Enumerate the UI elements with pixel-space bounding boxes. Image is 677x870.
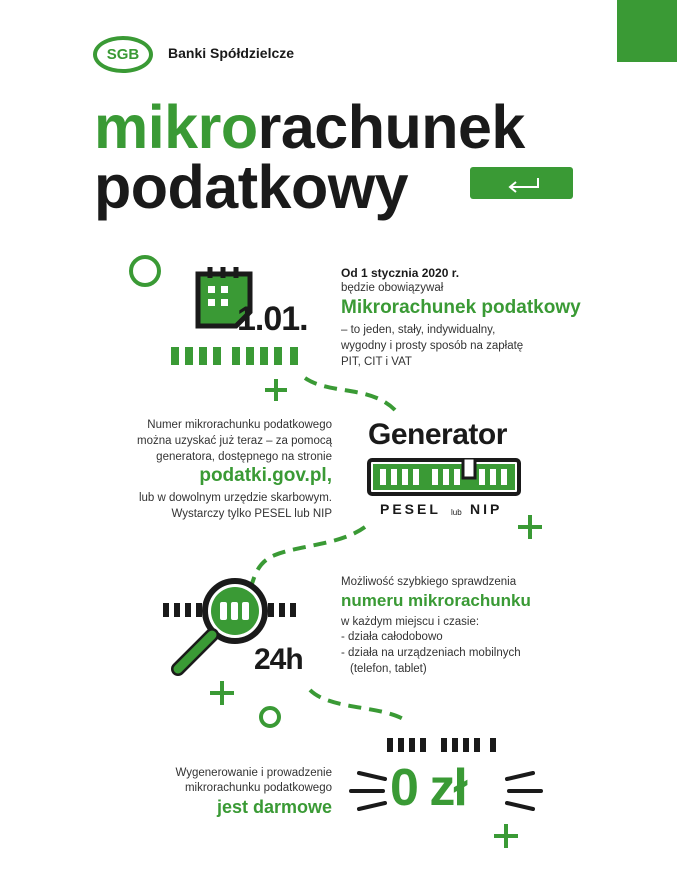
desc-line2: wygodny i prosty sposób na zapłatę [341, 340, 524, 352]
generator-line1: Numer mikrorachunku podatkowego [147, 419, 332, 431]
generator-label: Generator [368, 418, 507, 451]
price-label: 0 zł [390, 759, 466, 817]
dashed-connector-1 [305, 378, 395, 410]
lub-label: lub [451, 508, 462, 517]
logo-text: SGB [106, 46, 140, 63]
nip-label: NIP [470, 501, 503, 517]
bullet-2: - działa na urządzeniach mobilnych [341, 647, 521, 659]
plus-icon-2 [518, 515, 542, 539]
date-label: 1.01. [237, 300, 308, 338]
generator-line2: można uzyskać już teraz – za pomocą [137, 435, 332, 447]
digit-bar-1 [171, 347, 307, 367]
bullet-3: (telefon, tablet) [350, 663, 427, 675]
generator-line4: lub w dowolnym urzędzie skarbowym. [138, 492, 332, 504]
bullet-1: - działa całodobowo [341, 631, 443, 643]
plus-icon-4 [494, 824, 518, 848]
brand-name: Banki Spółdzielcze [168, 45, 295, 61]
circle-decoration-1 [131, 257, 159, 285]
free-highlight: jest darmowe [216, 797, 332, 817]
hours-label: 24h [254, 643, 303, 676]
generator-field-icon [367, 458, 521, 498]
title-highlight: mikro [94, 93, 258, 161]
generator-line5: Wystarczy tylko PESEL lub NIP [171, 508, 332, 520]
check-line2: w każdym miejscu i czasie: [341, 616, 480, 628]
free-line1: Wygenerowanie i prowadzenie [175, 767, 332, 779]
generator-line3: generatora, dostępnego na stronie [156, 451, 332, 463]
intro-line2: będzie obowiązywał [341, 282, 444, 294]
title-rest: rachunek [257, 93, 525, 161]
numer-highlight: numeru mikrorachunku [341, 591, 531, 610]
dashed-connector-3 [310, 690, 405, 720]
page-title-line2: podatkowy [94, 153, 409, 221]
mikrorachunek-highlight: Mikrorachunek podatkowy [341, 297, 581, 318]
free-line2: mikrorachunku podatkowego [184, 782, 332, 794]
podatki-link[interactable]: podatki.gov.pl, [199, 465, 332, 486]
pesel-label: PESEL [380, 501, 441, 517]
intro-text: Od 1 stycznia 2020 r. [341, 266, 460, 280]
plus-icon-1 [265, 379, 287, 401]
circle-decoration-2 [261, 708, 279, 726]
check-line1: Możliwość szybkiego sprawdzenia [341, 576, 517, 588]
desc-line3: PIT, CIT i VAT [341, 356, 412, 368]
desc-line1: – to jeden, stały, indywidualny, [341, 324, 496, 336]
